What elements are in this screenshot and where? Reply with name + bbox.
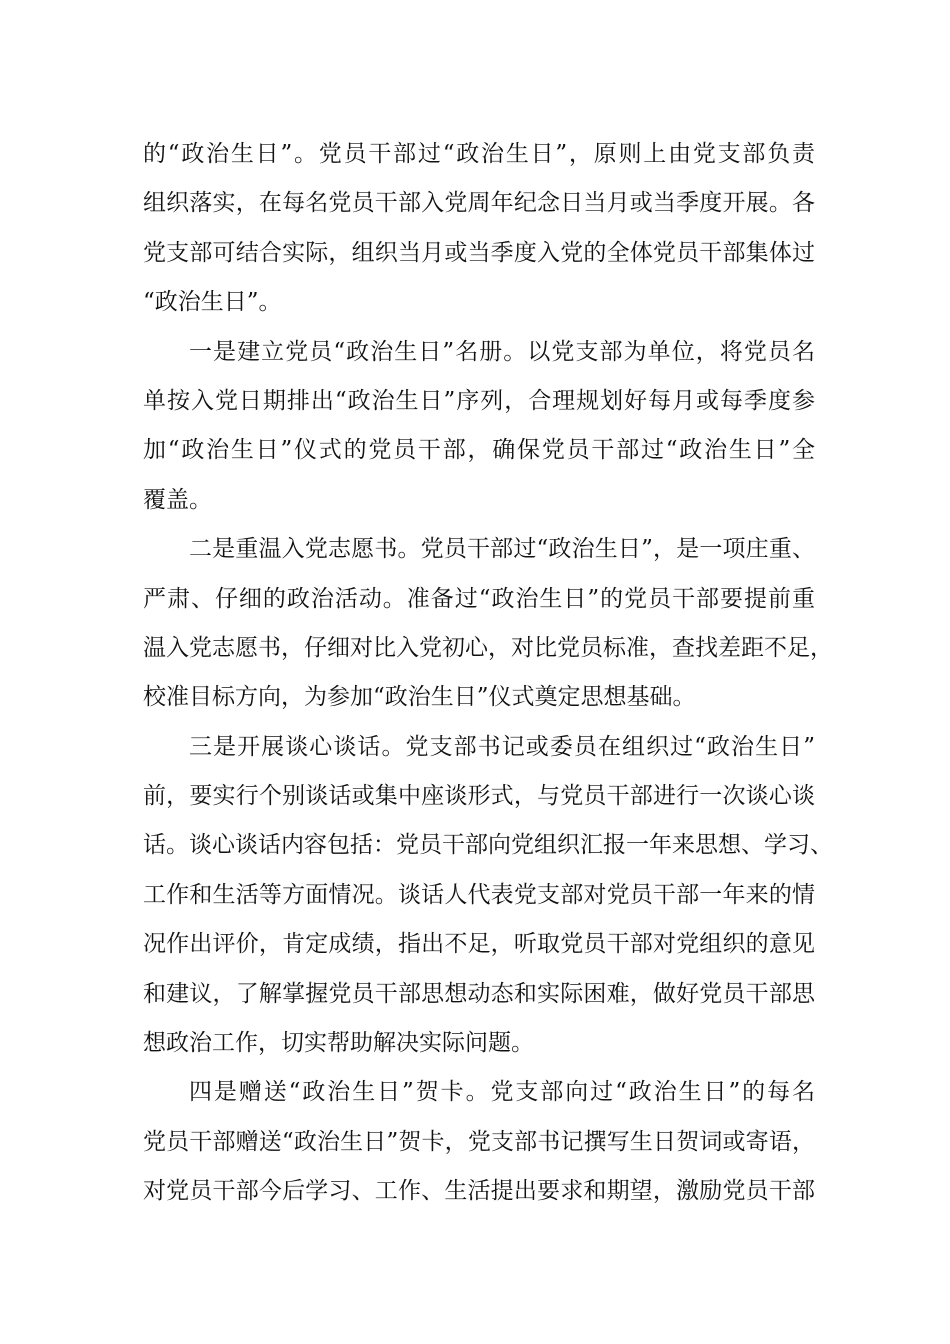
text-line: 前，要实行个别谈话或集中座谈形式，与党员干部进行一次谈心谈	[143, 783, 815, 810]
paragraph-5	[143, 1068, 815, 1216]
paragraph-1	[143, 130, 815, 328]
text-line: 二是重温入党志愿书。党员干部过“政治生日”，是一项庄重、	[189, 536, 815, 563]
text-line: 想政治工作，切实帮助解决实际问题。	[143, 1030, 534, 1057]
text-line: 话。谈心谈话内容包括：党员干部向党组织汇报一年来思想、学习、	[143, 832, 833, 859]
text-line: 四是赠送“政治生日”贺卡。党支部向过“政治生日”的每名	[189, 1079, 815, 1106]
text-line: 加“政治生日”仪式的党员干部，确保党员干部过“政治生日”全	[143, 437, 815, 464]
text-line: 党支部可结合实际，组织当月或当季度入党的全体党员干部集体过	[143, 239, 815, 266]
body-text	[143, 130, 833, 1217]
text-line: 的“政治生日”。党员干部过“政治生日”，原则上由党支部负责	[143, 141, 815, 167]
text-line: 对党员干部今后学习、工作、生活提出要求和期望，激励党员干部	[143, 1178, 815, 1205]
text-line: 单按入党日期排出“政治生日”序列，合理规划好每月或每季度参	[143, 387, 815, 414]
text-line: 况作出评价，肯定成绩，指出不足，听取党员干部对党组织的意见	[143, 931, 815, 958]
text-line: 严肃、仔细的政治活动。准备过“政治生日”的党员干部要提前重	[143, 585, 815, 612]
text-line: 工作和生活等方面情况。谈话人代表党支部对党员干部一年来的情	[143, 881, 815, 908]
text-line: 校准目标方向，为参加“政治生日”仪式奠定思想基础。	[143, 684, 696, 711]
paragraph-2	[143, 328, 815, 526]
paragraph-3	[143, 525, 833, 723]
text-line: 三是开展谈心谈话。党支部书记或委员在组织过“政治生日”	[189, 733, 815, 760]
paragraph-4	[143, 723, 833, 1069]
text-line: 一是建立党员“政治生日”名册。以党支部为单位，将党员名	[189, 338, 815, 365]
text-line: “政治生日”。	[143, 289, 282, 316]
text-line: 温入党志愿书，仔细对比入党初心，对比党员标准，查找差距不足，	[143, 634, 833, 661]
text-line: 党员干部赠送“政治生日”贺卡，党支部书记撰写生日贺词或寄语，	[143, 1128, 815, 1155]
text-line: 覆盖。	[143, 486, 212, 513]
text-line: 和建议，了解掌握党员干部思想动态和实际困难，做好党员干部思	[143, 980, 815, 1007]
text-line: 组织落实，在每名党员干部入党周年纪念日当月或当季度开展。各	[143, 190, 815, 217]
